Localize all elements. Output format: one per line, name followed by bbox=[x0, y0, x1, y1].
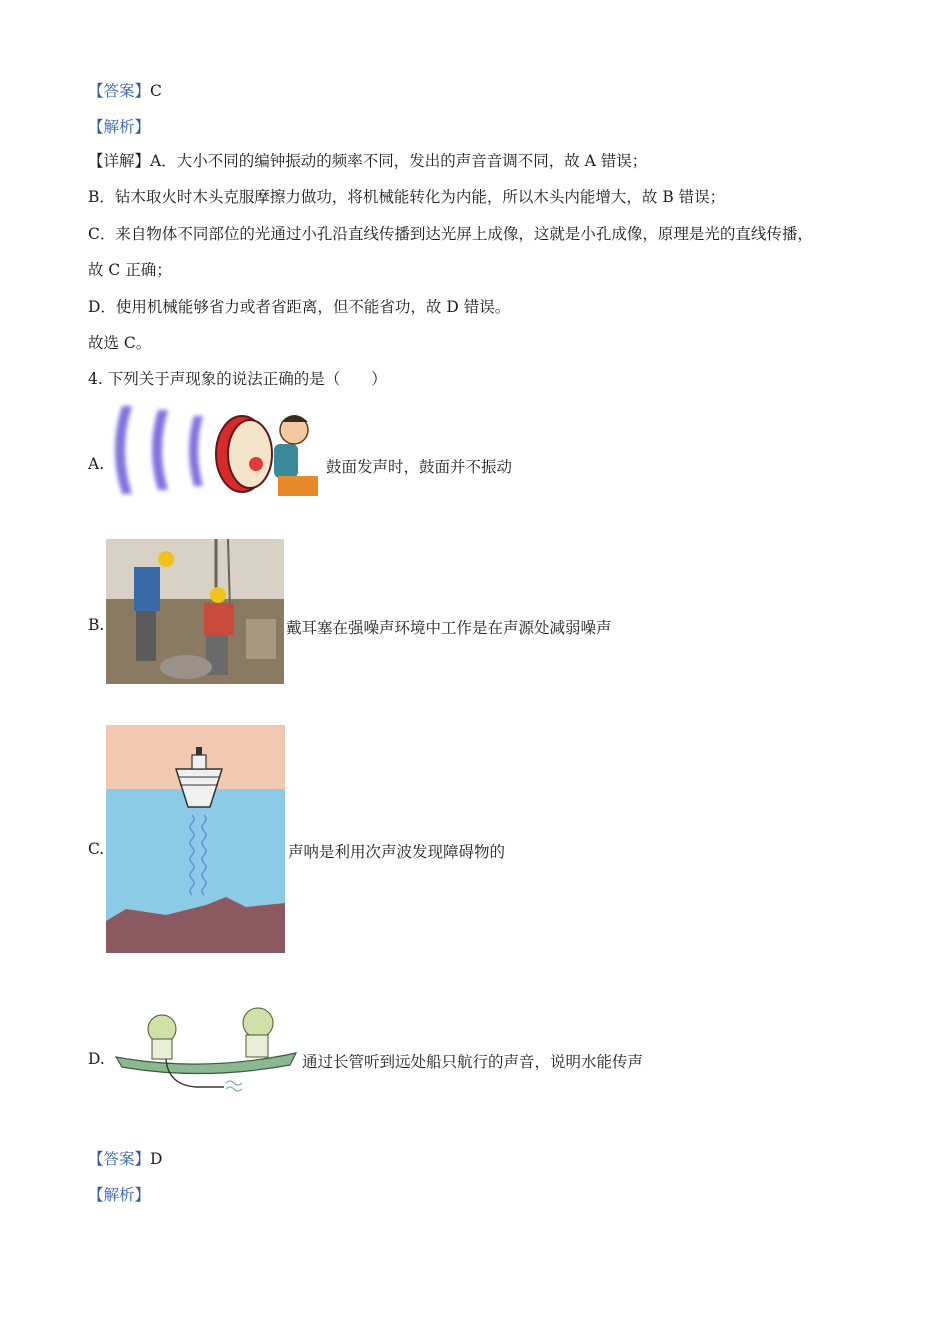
analysis-label-2: 【解析】 bbox=[88, 1186, 151, 1204]
option-c-text: 声呐是利用次声波发现障碍物的 bbox=[288, 843, 506, 861]
question-stem: 4. 下列关于声现象的说法正确的是（ ） bbox=[88, 370, 387, 388]
boat-listening-illustration bbox=[106, 993, 298, 1103]
option-b-text: 戴耳塞在强噪声环境中工作是在声源处减弱噪声 bbox=[286, 619, 612, 637]
detail-line-a bbox=[88, 150, 647, 172]
answer-line-2 bbox=[88, 1148, 162, 1170]
detail-text-a: A．大小不同的编钟振动的频率不同，发出的声音音调不同，故 A 错误； bbox=[150, 152, 648, 170]
detail-line-d: D．使用机械能够省力或者省距离，但不能省功，故 D 错误。 bbox=[88, 298, 511, 316]
detail-label: 【详解】 bbox=[88, 152, 151, 170]
answer-value-2: D bbox=[150, 1150, 163, 1168]
answer-label-2: 【答案】 bbox=[88, 1150, 151, 1168]
workers-photo bbox=[106, 539, 284, 684]
sonar-illustration bbox=[106, 725, 285, 953]
detail-conclusion: 故选 C。 bbox=[88, 334, 152, 352]
detail-line-c1: C．来自物体不同部位的光通过小孔沿直线传播到达光屏上成像，这就是小孔成像，原理是光的直线传播， bbox=[88, 225, 813, 243]
option-b-letter: B. bbox=[88, 616, 105, 634]
option-a-letter: A. bbox=[88, 455, 105, 473]
answer-line-1 bbox=[88, 80, 162, 102]
drum-illustration bbox=[106, 402, 324, 498]
option-a-text: 鼓面发声时，鼓面并不振动 bbox=[326, 458, 513, 476]
option-c-letter: C. bbox=[88, 840, 105, 858]
detail-line-b: B．钻木取火时木头克服摩擦力做功，将机械能转化为内能，所以木头内能增大，故 B 错误； bbox=[88, 188, 726, 206]
answer-label: 【答案】 bbox=[88, 82, 151, 100]
answer-value: C bbox=[150, 82, 162, 100]
option-d-text: 通过长管听到远处船只航行的声音，说明水能传声 bbox=[302, 1053, 644, 1071]
option-d-letter: D. bbox=[88, 1050, 105, 1068]
analysis-label-1: 【解析】 bbox=[88, 118, 151, 136]
detail-line-c2: 故 C 正确； bbox=[88, 261, 172, 279]
